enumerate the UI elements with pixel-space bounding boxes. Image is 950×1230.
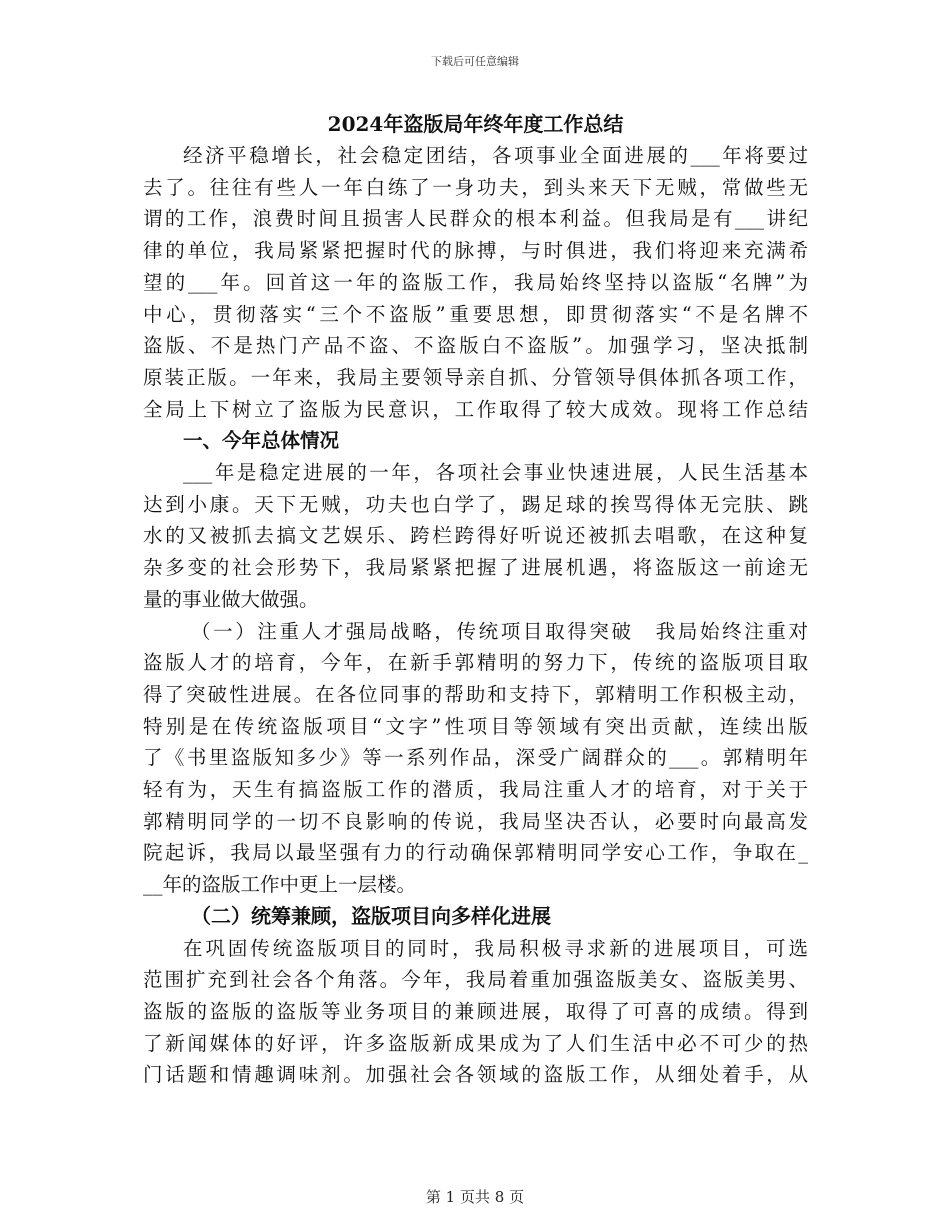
text-line: 轻有为，天生有搞盗版工作的潜质，我局注重人才的培育，对于关于 <box>143 778 808 802</box>
page-header-note: 下载后可任意编辑 <box>431 55 519 68</box>
text-line: ___年是稳定进展的一年，各项社会事业快速进展，人民生活基本 <box>183 461 808 485</box>
text-line: __年的盗版工作中更上一层楼。 <box>143 873 417 897</box>
text-line: 量的事业做大做强。 <box>143 587 319 611</box>
text-line: 得了突破性进展。在各位同事的帮助和支持下，郭精明工作积极主动， <box>143 682 808 706</box>
intro-paragraph <box>143 140 808 425</box>
document-body <box>143 108 808 1091</box>
text-line: 盗版的盗版的盗版等业务项目的兼顾进展，取得了可喜的成绩。得到 <box>143 999 808 1023</box>
subsection2-paragraph <box>143 933 808 1092</box>
text-line: 全局上下树立了盗版为民意识，工作取得了较大成效。现将工作总结 <box>143 397 808 421</box>
section1-paragraph <box>143 457 808 616</box>
text-line: 院起诉，我局以最坚强有力的行动确保郭精明同学安心工作，争取在_ <box>143 841 808 865</box>
text-line: （一）注重人才强局战略，传统项目取得突破 我局始终注重对 <box>191 619 808 643</box>
text-line: 盗版、不是热门产品不盗、不盗版白不盗版”。加强学习，坚决抵制 <box>143 334 808 358</box>
text-line: 去了。往往有些人一年白练了一身功夫，到头来天下无贼，常做些无 <box>143 175 808 199</box>
text-line: 门话题和情趣调味剂。加强社会各领域的盗版工作，从细处着手，从 <box>143 1063 808 1087</box>
text-line: 经济平稳增长，社会稳定团结，各项事业全面进展的___年将要过 <box>183 144 808 167</box>
text-line: 达到小康。天下无贼，功夫也白学了，踢足球的挨骂得体无完肤、跳 <box>143 492 808 516</box>
subsection1-paragraph <box>143 616 808 901</box>
text-line: 望的___年。回首这一年的盗版工作，我局始终坚持以盗版“名牌”为 <box>143 270 808 294</box>
document-title: 2024年盗版局年终年度工作总结 <box>327 112 624 136</box>
subsection-heading: （二）统筹兼顾，盗版项目向多样化进展 <box>191 903 551 928</box>
text-line: 盗版人才的培育，今年，在新手郭精明的努力下，传统的盗版项目取 <box>143 651 808 675</box>
text-line: 了《书里盗版知多少》等一系列作品，深受广阔群众的___。郭精明年 <box>143 746 808 770</box>
page-number: 第 1 页共 8 页 <box>425 1188 525 1206</box>
text-line: 中心，贯彻落实“三个不盗版”重要思想，即贯彻落实“不是名牌不 <box>143 302 808 326</box>
text-line: 水的又被抓去搞文艺娱乐、跨栏跨得好听说还被抓去唱歌，在这种复 <box>143 524 808 548</box>
text-line: 郭精明同学的一切不良影响的传说，我局坚决否认，必要时向最高发 <box>143 809 808 833</box>
text-line: 范围扩充到社会各个角落。今年，我局着重加强盗版美女、盗版美男、 <box>143 968 808 992</box>
text-line: 律的单位，我局紧紧把握时代的脉搏，与时俱进，我们将迎来充满希 <box>143 239 808 263</box>
text-line: 在巩固传统盗版项目的同时，我局积极寻求新的进展项目，可选 <box>183 936 808 960</box>
section-heading: 一、今年总体情况 <box>183 429 340 453</box>
text-line: 了新闻媒体的好评，许多盗版新成果成为了人们生活中必不可少的热 <box>143 1031 808 1055</box>
text-line: 特别是在传统盗版项目“文字”性项目等领域有突出贡献，连续出版 <box>143 714 808 738</box>
text-line: 原装正版。一年来，我局主要领导亲自抓、分管领导俱体抓各项工作， <box>143 365 808 389</box>
text-line: 谓的工作，浪费时间且损害人民群众的根本利益。但我局是有___讲纪 <box>143 207 808 231</box>
text-line: 杂多变的社会形势下，我局紧紧把握了进展机遇，将盗版这一前途无 <box>143 556 808 580</box>
